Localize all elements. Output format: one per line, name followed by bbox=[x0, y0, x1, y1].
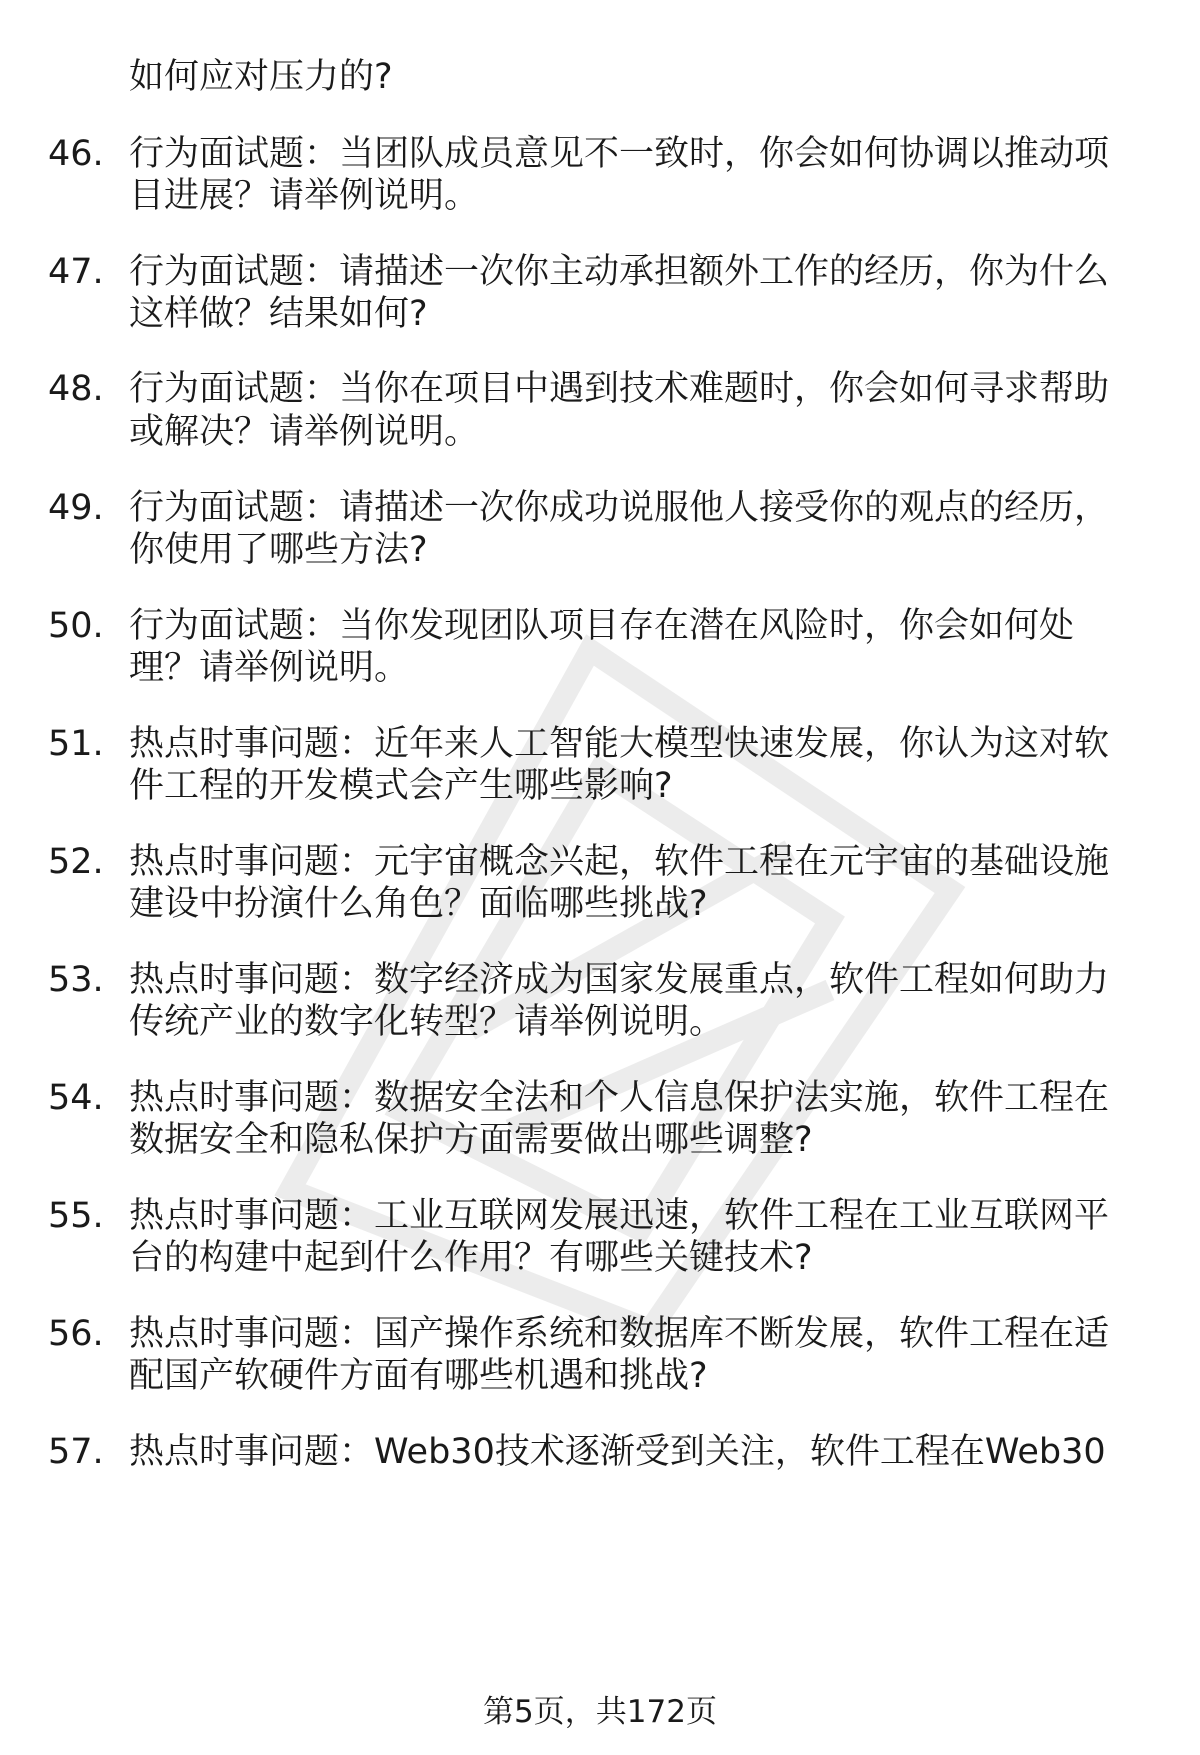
item-text-line: 这样做？结果如何? bbox=[129, 294, 428, 334]
item-text-line: 行为面试题：请描述一次你成功说服他人接受你的观点的经历， bbox=[129, 488, 1110, 528]
item-text-line: 热点时事问题：数字经济成为国家发展重点，软件工程如何助力 bbox=[129, 960, 1110, 1000]
item-number: 47. bbox=[48, 252, 104, 292]
item-text-line: 配国产软硬件方面有哪些机遇和挑战? bbox=[129, 1356, 708, 1396]
item-number: 52. bbox=[48, 842, 104, 882]
item-text-line: 热点时事问题：近年来人工智能大模型快速发展，你认为这对软 bbox=[129, 724, 1110, 764]
continuation-line: 如何应对压力的? bbox=[129, 57, 393, 97]
item-text-line: 件工程的开发模式会产生哪些影响? bbox=[129, 766, 673, 806]
item-text-line: 数据安全和隐私保护方面需要做出哪些调整? bbox=[129, 1120, 813, 1160]
item-text-line: 热点时事问题：元宇宙概念兴起，软件工程在元宇宙的基础设施 bbox=[129, 842, 1110, 882]
item-number: 50. bbox=[48, 606, 104, 646]
item-text-line: 热点时事问题：国产操作系统和数据库不断发展，软件工程在适 bbox=[129, 1314, 1110, 1354]
item-number: 46. bbox=[48, 134, 104, 174]
item-text-line: 或解决？请举例说明。 bbox=[129, 412, 480, 452]
item-text-line: 热点时事问题：工业互联网发展迅速，软件工程在工业互联网平 bbox=[129, 1196, 1110, 1236]
item-text-line: 热点时事问题：Web30技术逐渐受到关注，软件工程在Web30 bbox=[129, 1432, 1106, 1472]
item-number: 53. bbox=[48, 960, 104, 1000]
item-number: 57. bbox=[48, 1432, 104, 1472]
item-number: 49. bbox=[48, 488, 104, 528]
item-number: 55. bbox=[48, 1196, 104, 1236]
item-text-line: 行为面试题：当团队成员意见不一致时，你会如何协调以推动项 bbox=[129, 134, 1110, 174]
item-text-line: 建设中扮演什么角色？面临哪些挑战? bbox=[129, 884, 708, 924]
page-footer: 第5页，共172页 bbox=[483, 1694, 717, 1730]
item-text-line: 理？请举例说明。 bbox=[129, 648, 410, 688]
item-text-line: 行为面试题：当你在项目中遇到技术难题时，你会如何寻求帮助 bbox=[129, 369, 1110, 409]
item-text-line: 行为面试题：请描述一次你主动承担额外工作的经历，你为什么 bbox=[129, 252, 1110, 292]
item-text-line: 你使用了哪些方法? bbox=[129, 530, 428, 570]
item-text-line: 热点时事问题：数据安全法和个人信息保护法实施，软件工程在 bbox=[129, 1078, 1110, 1118]
item-text-line: 行为面试题：当你发现团队项目存在潜在风险时，你会如何处 bbox=[129, 606, 1075, 646]
item-number: 54. bbox=[48, 1078, 104, 1118]
item-number: 48. bbox=[48, 369, 104, 409]
item-number: 51. bbox=[48, 724, 104, 764]
item-number: 56. bbox=[48, 1314, 104, 1354]
item-text-line: 目进展？请举例说明。 bbox=[129, 176, 480, 216]
item-text-line: 传统产业的数字化转型？请举例说明。 bbox=[129, 1002, 725, 1042]
item-text-line: 台的构建中起到什么作用？有哪些关键技术? bbox=[129, 1238, 813, 1278]
